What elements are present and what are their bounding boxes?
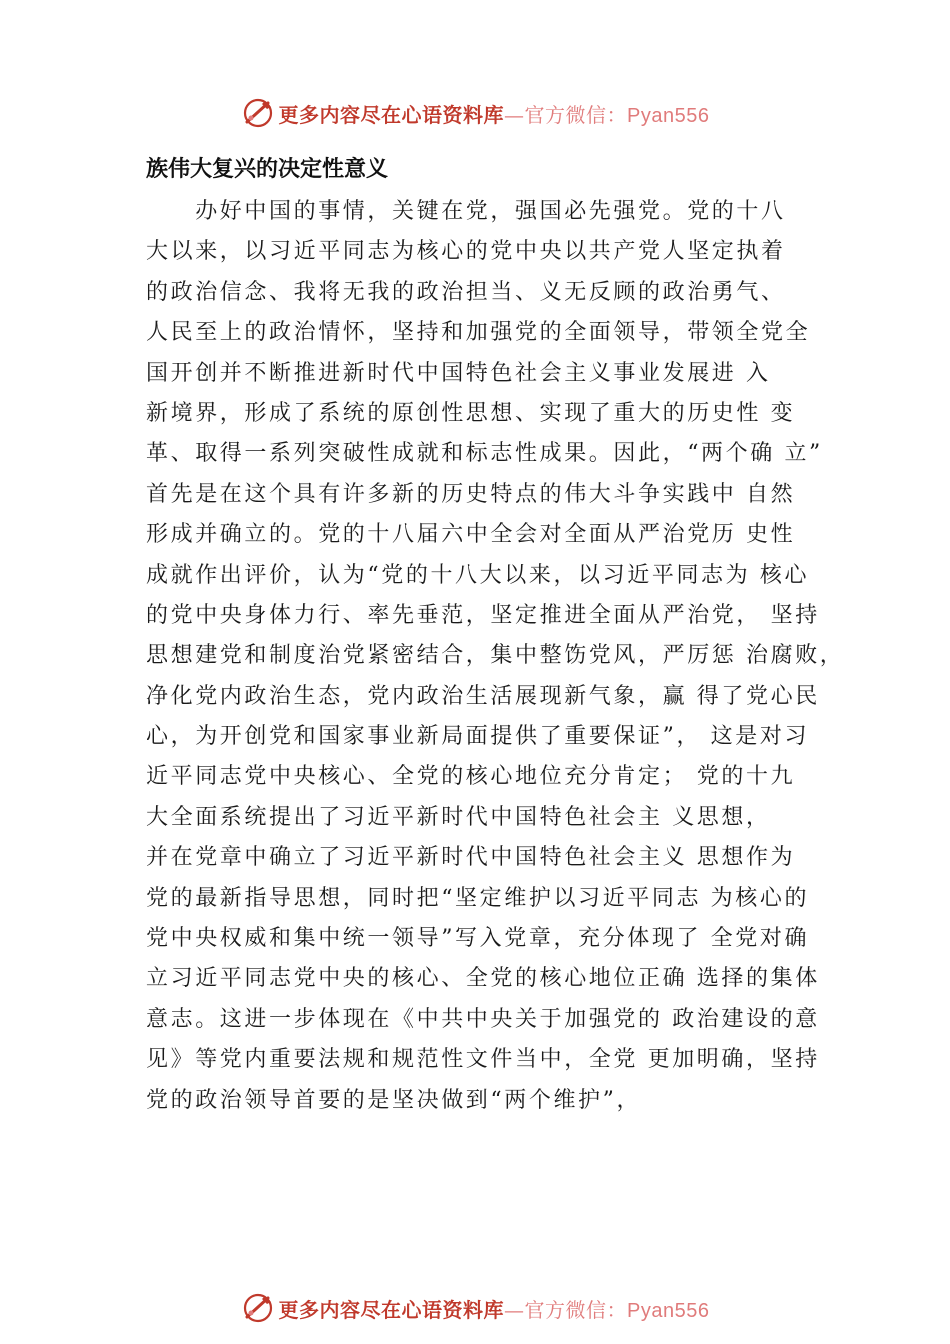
text-line: 并在党章中确立了习近平新时代中国特色社会主义 思想作为: [146, 845, 796, 871]
text-line: 首先是在这个具有许多新的历史特点的伟大斗争实践中 自然: [146, 481, 796, 507]
text-line: 国开创并不断推进新时代中国特色社会主义事业发展进 入: [146, 360, 771, 386]
text-line: 净化党内政治生态，党内政治生活展现新气象，赢 得了党心民: [146, 683, 820, 709]
text-line: 思想建党和制度治党紧密结合，集中整饬党风，严厉惩 治腐败，: [146, 643, 845, 669]
text-line: 意志。这进一步体现在《中共中央关于加强党的 政治建设的意: [146, 1006, 820, 1032]
text-line: 大全面系统提出了习近平新时代中国特色社会主 义思想，: [146, 804, 771, 830]
text-line: 形成并确立的。党的十八届六中全会对全面从严治党历 史性: [146, 522, 796, 548]
section-heading: 族伟大复兴的决定性意义: [146, 157, 389, 182]
text-line: 见》等党内重要法规和规范性文件当中，全党 更加明确，坚持: [146, 1047, 820, 1073]
footer-watermark-main: 更多内容尽在心语资料库: [278, 1297, 505, 1322]
header-watermark-id: Pyan556: [627, 104, 710, 127]
brush-logo-icon: [241, 96, 275, 130]
text-line: 心，为开创党和国家事业新局面提供了重要保证”， 这是对习: [146, 724, 810, 750]
text-line: 的党中央身体力行、率先垂范，坚定推进全面从严治党， 坚持: [146, 602, 820, 628]
text-line: 近平同志党中央核心、全党的核心地位充分肯定； 党的十九: [146, 764, 796, 790]
footer-watermark-text: [279, 1294, 710, 1323]
footer-watermark-banner: [0, 1288, 950, 1328]
header-watermark-text: [279, 99, 710, 128]
brush-logo-icon: [241, 1291, 275, 1325]
text-line: 办好中国的事情，关键在党，强国必先强党。党的十八: [146, 199, 786, 224]
text-line: 革、取得一系列突破性成就和标志性成果。因此，“两个确 立”: [146, 441, 823, 467]
text-line: 成就作出评价，认为“党的十八大以来，以习近平同志为 核心: [146, 562, 810, 588]
header-watermark-main: 更多内容尽在心语资料库: [278, 102, 505, 127]
header-watermark-banner: [0, 93, 950, 133]
header-watermark-sub: —官方微信：: [504, 102, 628, 127]
text-line: 党的最新指导思想，同时把“坚定维护以习近平同志 为核心的: [146, 885, 810, 911]
text-line: 党中央权威和集中统一领导”写入党章，充分体现了 全党对确: [146, 926, 810, 952]
text-line: 立习近平同志党中央的核心、全党的核心地位正确 选择的集体: [146, 966, 820, 992]
footer-watermark-sub: —官方微信：: [504, 1297, 628, 1322]
footer-watermark-id: Pyan556: [627, 1299, 710, 1322]
text-line: 的政治信念、我将无我的政治担当、义无反顾的政治勇气、: [146, 279, 786, 305]
text-line: 新境界，形成了系统的原创性思想、实现了重大的历史性 变: [146, 400, 796, 426]
text-line: 人民至上的政治情怀，坚持和加强党的全面领导，带领全党全: [146, 320, 811, 346]
body-paragraph: [146, 192, 845, 1121]
text-line: 大以来，以习近平同志为核心的党中央以共产党人坚定执着: [146, 239, 786, 265]
text-line: 党的政治领导首要的是坚决做到“两个维护”，: [146, 1087, 642, 1113]
